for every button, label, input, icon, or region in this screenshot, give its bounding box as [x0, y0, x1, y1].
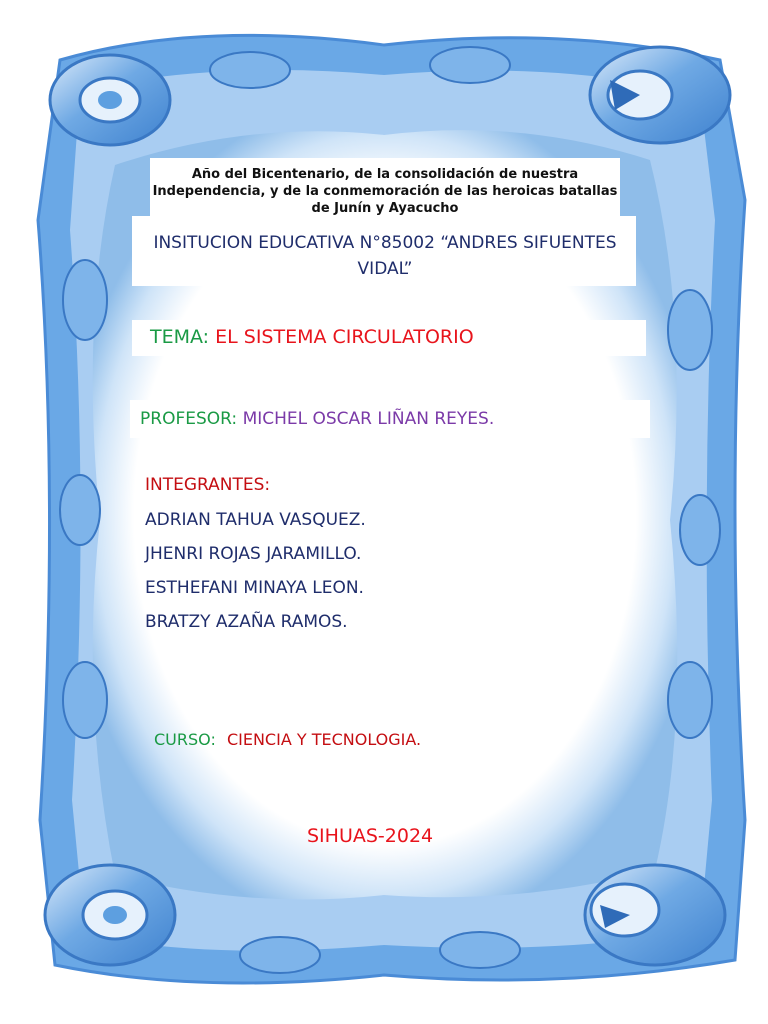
member-1: ADRIAN TAHUA VASQUEZ. — [145, 510, 366, 530]
integrantes-label: INTEGRANTES — [145, 475, 265, 495]
member-3: ESTHEFANI MINAYA LEON. — [145, 578, 364, 598]
curso-value: CIENCIA Y TECNOLOGIA. — [226, 730, 422, 749]
tema-label: TEMA: — [150, 326, 210, 348]
tema-value: EL SISTEMA CIRCULATORIO — [215, 326, 474, 348]
tema-line — [150, 326, 474, 348]
profesor-value: MICHEL OSCAR LIÑAN REYES. — [242, 409, 495, 429]
scroll-roll-bottom-right-icon — [585, 865, 725, 965]
motto-heading: Año del Bicentenario, de la consolidación de nuestra Independencia, y de la conmemoración de las heroicas batallas de Junín y Ayacucho — [152, 167, 618, 216]
integrantes-heading — [145, 475, 270, 495]
integrantes-colon: : — [264, 475, 271, 495]
institution-name: INSITUCION EDUCATIVA N°85002 “ANDRES SIFUENTES VIDAL” — [153, 233, 617, 279]
scroll-roll-top-right-icon — [590, 47, 730, 143]
profesor-label: PROFESOR: — [140, 409, 238, 429]
scroll-roll-top-left-icon — [50, 55, 170, 145]
place-year: SIHUAS-2024 — [307, 825, 434, 847]
profesor-line — [140, 409, 494, 429]
curso-label: CURSO: — [154, 730, 216, 749]
member-4: BRATZY AZAÑA RAMOS. — [145, 612, 348, 632]
member-2: JHENRI ROJAS JARAMILLO. — [145, 544, 362, 564]
scroll-roll-bottom-left-icon — [45, 865, 175, 965]
curso-line — [154, 730, 421, 749]
